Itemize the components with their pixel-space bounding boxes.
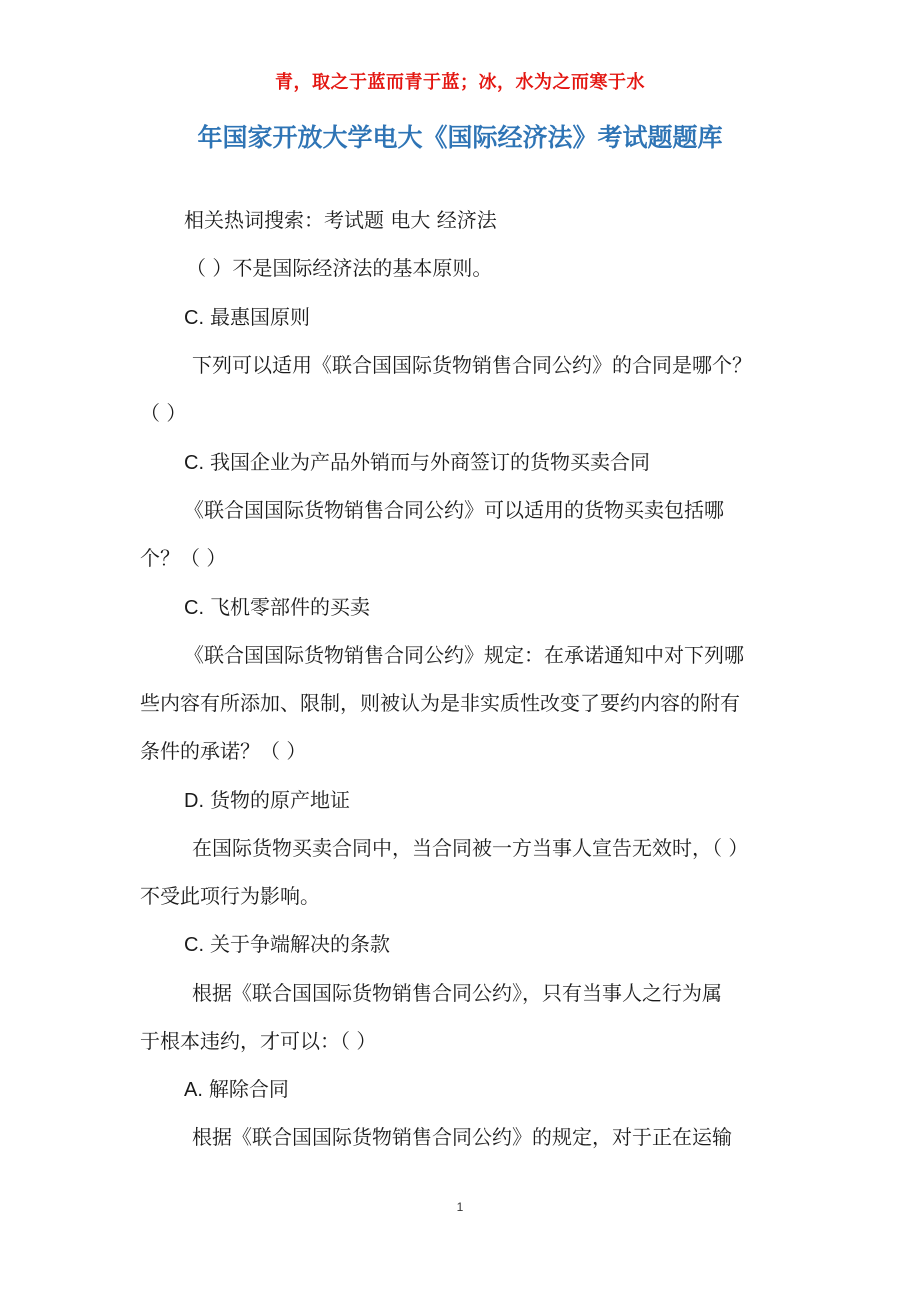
answer-2 [184, 448, 650, 477]
answer-letter: C. [184, 307, 204, 329]
question-5-line-2: 不受此项行为影响。 [140, 884, 320, 908]
answer-letter: C. [184, 934, 204, 956]
answer-text: 关于争端解决的条款 [210, 932, 390, 956]
answer-text: 最惠国原则 [210, 305, 310, 329]
question-3-line-2: 个？（ ） [140, 546, 227, 570]
answer-letter: C. [184, 452, 204, 474]
answer-3 [184, 593, 370, 622]
answer-text: 货物的原产地证 [210, 788, 350, 812]
answer-6 [184, 1075, 289, 1104]
answer-letter: C. [184, 597, 204, 619]
answer-letter: A. [184, 1079, 203, 1101]
document-title: 年国家开放大学电大《国际经济法》考试题题库 [197, 123, 723, 152]
answer-5 [184, 930, 390, 959]
answer-text: 解除合同 [208, 1077, 289, 1101]
question-1: （ ）不是国际经济法的基本原则。 [186, 256, 493, 280]
question-4-line-1: 《联合国国际货物销售合同公约》规定：在承诺通知中对下列哪 [184, 643, 744, 667]
question-5-line-1: 在国际货物买卖合同中，当合同被一方当事人宣告无效时，（ ） [192, 836, 749, 860]
question-2-line-2: （ ） [140, 401, 187, 425]
motto-header: 青，取之于蓝而青于蓝；冰，水为之而寒于水 [275, 72, 645, 93]
question-3-line-1: 《联合国国际货物销售合同公约》可以适用的货物买卖包括哪 [184, 498, 724, 522]
question-2-line-1: 下列可以适用《联合国国际货物销售合同公约》的合同是哪个？ [192, 353, 752, 377]
keywords-line: 相关热词搜索：考试题 电大 经济法 [184, 208, 497, 232]
question-6-line-2: 于根本违约，才可以：（ ） [140, 1029, 377, 1053]
question-6-line-1: 根据《联合国国际货物销售合同公约》，只有当事人之行为属 [192, 981, 722, 1005]
page-number: 1 [456, 1200, 464, 1214]
answer-text: 我国企业为产品外销而与外商签订的货物买卖合同 [210, 450, 650, 474]
answer-letter: D. [184, 790, 204, 812]
question-4-line-3: 条件的承诺？（ ） [140, 739, 307, 763]
question-7-line-1: 根据《联合国国际货物销售合同公约》的规定，对于正在运输 [192, 1125, 732, 1149]
answer-4 [184, 786, 350, 815]
answer-1 [184, 303, 310, 332]
answer-text: 飞机零部件的买卖 [210, 595, 370, 619]
question-4-line-2: 些内容有所添加、限制，则被认为是非实质性改变了要约内容的附有 [140, 691, 740, 715]
